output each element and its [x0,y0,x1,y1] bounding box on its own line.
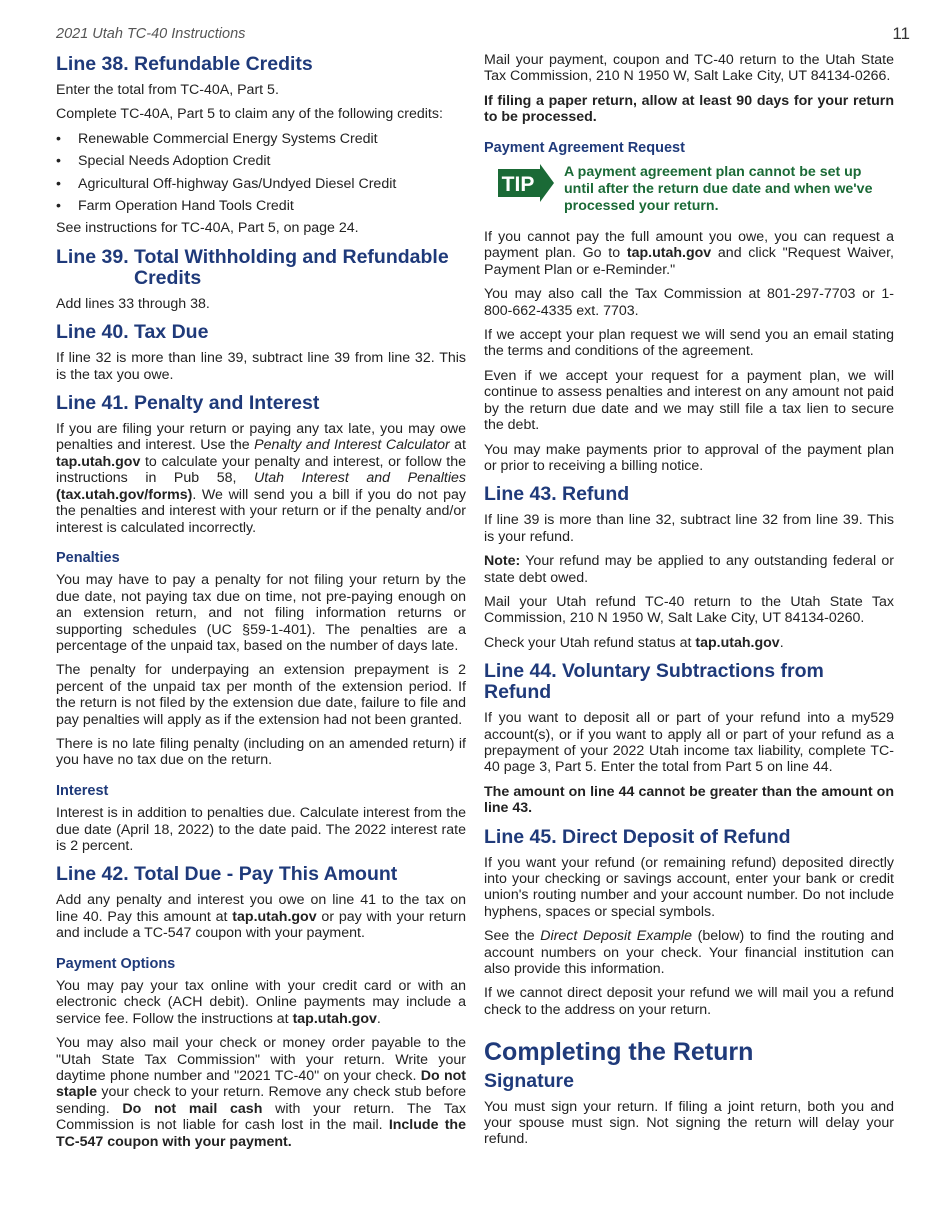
tap-link[interactable]: tap.utah.gov [56,453,141,470]
paper-return-note: If filing a paper return, allow at least 90 days for your return to be processed. [484,92,894,126]
completing-heading: Completing the Return [484,1038,754,1067]
line-38-intro: Complete TC-40A, Part 5 to claim any of the following credits: [56,106,443,123]
svg-text:TIP: TIP [501,173,535,197]
tip-icon [498,164,554,202]
tap-link[interactable]: tap.utah.gov [232,908,317,925]
interest-heading: Interest [56,782,109,799]
tap-link[interactable]: tap.utah.gov [695,634,780,651]
list-item: • Agricultural Off-highway Gas/Undyed Diesel Credit [56,176,466,192]
line-38-text: Enter the total from TC-40A, Part 5. [56,82,279,98]
line-45-heading: Line 45. Direct Deposit of Refund [484,825,791,848]
interest-text: Interest is in addition to penalties due. Calculate interest from the due date (April 18, 2022) to the date paid. The 2022 interest rate is 2 percent. [56,805,466,854]
line-41-heading: Line 41. Penalty and Interest [56,392,320,415]
line-42-heading: Line 42. Total Due - Pay This Amount [56,863,398,886]
tip-box [484,164,894,215]
line-43-heading: Line 43. Refund [484,483,630,506]
tip-text: A payment agreement plan cannot be set up until after the return due date and when we've processed your return. [564,164,873,215]
penalties-text-2: The penalty for underpaying an extension prepayment is 2 percent of the unpaid tax per month of the extension period. If the return is not filed by the extension due date, failure to file and pay penalties will apply as if the extension had not been granted. [56,662,466,728]
line-38-heading: Line 38. Refundable Credits [56,53,313,75]
agreement-text-2: You may also call the Tax Commission at 801-297-7703 or 1-800-662-4335 ext. 7703. [484,286,894,319]
tap-link[interactable]: tap.utah.gov [292,1010,377,1027]
left-column [56,52,466,1158]
penalties-heading: Penalties [56,549,120,566]
penalties-text-3: There is no late filing penalty (including on an amended return) if you have no tax due on the return. [56,735,466,769]
line-38-see: See instructions for TC-40A, Part 5, on page 24. [56,220,359,237]
list-item: • Farm Operation Hand Tools Credit [56,198,466,214]
agreement-text-4: Even if we accept your request for a payment plan, we will continue to assess penalties and interest on any amount not paid by the return due date and we may still file a tax lien to secure the debt. [484,367,894,434]
line-44-warning: The amount on line 44 cannot be greater than the amount on line 43. [484,783,894,817]
line-43-mail: Mail your Utah refund TC-40 return to the Utah State Tax Commission, 210 N 1950 W, Salt Lake City, UT 84134-0260. [484,593,894,627]
line-43-note: Note: Your refund may be applied to any outstanding federal or state debt owed. [484,553,894,586]
payment-options-text-1: You may pay your tax online with your credit card or with an electronic check (ACH debit). Online payments may include a service fee. Follow the instructions at tap.utah.gov. [56,978,466,1027]
line-40-text: If line 32 is more than line 39, subtract line 39 from line 32. This is the tax you owe. [56,350,466,383]
line-44-text: If you want to deposit all or part of your refund into a my529 account(s), or if you want to apply all or part of your refund as a prepayment of your 2022 Utah income tax liability, complete TC-40 page 3, Part 5. Enter the total from Part 5 on line 44. [484,710,894,776]
penalties-text-1: You may have to pay a penalty for not filing your return by the due date, not paying tax due on time, not pre-paying enough on an extension return, and not filing information returns or supporting schedules (UC §59-1-401). The penalties are a percentage of the unpaid tax, based on the number of days late. [56,572,466,654]
forms-link[interactable]: (tax.utah.gov/forms) [56,486,193,503]
list-item: • Special Needs Adoption Credit [56,153,466,169]
line-39-heading: Line 39. Total Withholding and Refundable Credits [56,245,449,289]
line-41-text: If you are filing your return or paying any tax late, you may owe penalties and interest. Use the Penalty and Interest Calculator at tap.utah.gov to calculate your penalty and interest, or follow the instructions in Pub 58, Utah Interest and Penalties (tax.utah.gov/forms). We will send you a bill if you do not pay the penalties and interest with your return or if the penalty and/or interest is calculated incorrectly. [56,421,466,536]
line-43-text: If line 39 is more than line 32, subtract line 32 from line 39. This is your refund. [484,512,894,545]
list-item: • Renewable Commercial Energy Systems Credit [56,131,466,147]
line-43-status: Check your Utah refund status at tap.utah.gov. [484,634,784,651]
running-header: 2021 Utah TC-40 Instructions [56,26,246,42]
line-39-text: Add lines 33 through 38. [56,295,210,312]
line-40-heading: Line 40. Tax Due [56,321,209,344]
tap-link[interactable]: tap.utah.gov [626,245,712,262]
agreement-text-3: If we accept your plan request we will send you an email stating the terms and conditions of the agreement. [484,327,894,360]
signature-heading: Signature [484,1069,574,1092]
payment-options-text-2: You may also mail your check or money order payable to the "Utah State Tax Commission" with your return. Write your daytime phone number and "2021 TC-40" on your check. Do not staple your check to your return. Remove any check stub before sending. Do not mail cash with your return. The Tax Commission is not liable for cash lost in the mail. Include the TC-547 coupon with your payment. [56,1035,466,1150]
payment-agreement-heading: Payment Agreement Request [484,139,685,156]
agreement-text-5: You may make payments prior to approval of the payment plan or prior to receiving a billing notice. [484,441,894,474]
line-45-text-2: See the Direct Deposit Example (below) to find the routing and account numbers on your check. Your financial institution can also provide this information. [484,928,894,978]
line-45-text-1: If you want your refund (or remaining refund) deposited directly into your checking or savings account, enter your bank or credit union's routing number and your account number. Do not include hyphens, spaces or special symbols. [484,854,894,920]
line-45-text-3: If we cannot direct deposit your refund we will mail you a refund check to the address on your return. [484,985,894,1018]
line-42-text: Add any penalty and interest you owe on line 41 to the tax on line 40. Pay this amount at tap.utah.gov or pay with your return and include a TC-547 coupon with your payment. [56,892,466,942]
right-column [484,52,894,1156]
signature-text: You must sign your return. If filing a joint return, both you and your spouse must sign. Not signing the return will delay your refund. [484,1098,894,1148]
payment-options-heading: Payment Options [56,955,176,972]
line-44-heading: Line 44. Voluntary Subtractions from Refund [484,660,824,704]
agreement-text-1: If you cannot pay the full amount you owe, you can request a payment plan. Go to tap.utah.gov and click "Request Waiver, Payment Plan or e-Reminder." [484,229,894,278]
page-number: 11 [892,24,910,43]
credits-list [56,131,466,215]
mail-payment-text: Mail your payment, coupon and TC-40 return to the Utah State Tax Commission, 210 N 1950 W, Salt Lake City, UT 84134-0266. [484,52,894,85]
